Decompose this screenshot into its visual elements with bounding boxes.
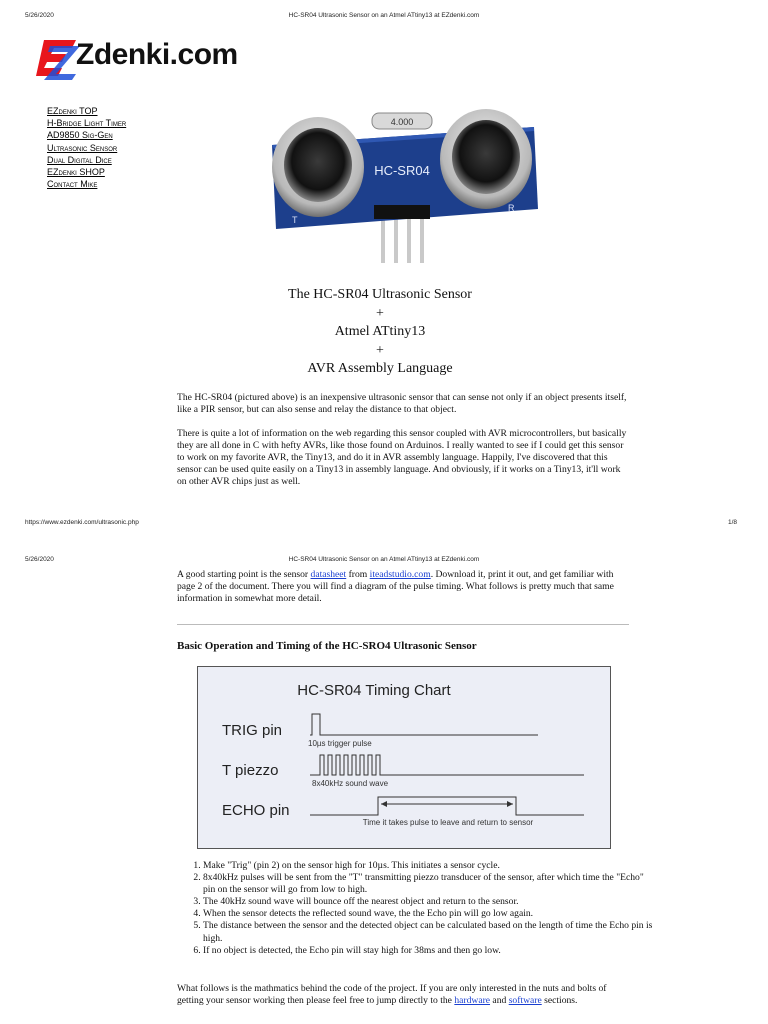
pdf-header-title: HC-SR04 Ultrasonic Sensor on an Atmel ATtiny13 at EZdenki.com (288, 12, 480, 19)
module-label: HC-SR04 (374, 163, 430, 178)
nav-link-dice[interactable]: Dual Digital Dice (47, 154, 112, 165)
pdf-header-date-2: 5/26/2020 (25, 556, 54, 563)
pin-label-t: T (292, 215, 298, 225)
step-item: 2. 8x40kHz pulses will be sent from the "T" transmitting piezzo transducer of the sensor, after which time the "Echo" pin on the sensor will go from low to high. (203, 872, 655, 896)
software-link[interactable]: software (508, 995, 542, 1007)
trig-waveform (310, 714, 538, 735)
nav-link-h-bridge[interactable]: H-Bridge Light Timer (47, 118, 127, 129)
logo-text: Zdenki.com (76, 38, 238, 71)
pin-label-r: R (508, 203, 515, 213)
echo-pin-label: ECHO pin (222, 802, 290, 819)
hardware-link[interactable]: hardware (454, 995, 491, 1007)
title-line-3: AVR Assembly Language (307, 361, 453, 376)
datasheet-link[interactable]: datasheet (310, 569, 347, 580)
pdf-header-date: 5/26/2020 (25, 12, 54, 19)
datasheet-paragraph: A good starting point is the sensor datasheet from iteadstudio.com. Download it, print it out, and get familiar with page 2 of the document. There you will find a diagram of the pulse timing. What follows is pretty much that same information in somewhat more detail. (177, 569, 614, 605)
section-divider (177, 624, 629, 625)
step-item: 4. When the sensor detects the reflected sound wave, the the Echo pin will go low again. (203, 908, 655, 920)
title-line-1: The HC-SR04 Ultrasonic Sensor (288, 287, 472, 302)
section-heading: Basic Operation and Timing of the HC-SRO4 Ultrasonic Sensor (177, 640, 477, 652)
step-item: 5. The distance between the sensor and the detected object can be calculated based on the length of time the Echo pin is high. (203, 920, 655, 944)
pdf-footer-page: 1/8 (728, 519, 738, 526)
intro-paragraph-1: The HC-SR04 (pictured above) is an inexpensive ultrasonic sensor that can sense not only if an object presents itself, like a PIR sensor, but can also sense and relay the distance to that object. (177, 392, 627, 416)
nav-link-ad9850[interactable]: AD9850 Sig-Gen (47, 130, 113, 141)
iteadstudio-link[interactable]: iteadstudio.com (369, 569, 431, 580)
step-item: 3. The 40kHz sound wave will bounce off the nearest object and return to the sensor. (203, 896, 655, 908)
title-plus-1: + (376, 305, 384, 321)
echo-note: Time it takes pulse to leave and return to sensor (362, 818, 534, 827)
nav-link-top[interactable]: EZdenki TOP (47, 106, 98, 116)
timing-chart-title: HC-SR04 Timing Chart (297, 682, 451, 699)
step-item: 1. Make "Trig" (pin 2) on the sensor high for 10µs. This initiates a sensor cycle. (203, 860, 655, 872)
nav-link-shop[interactable]: EZdenki SHOP (47, 167, 105, 178)
operation-steps (177, 860, 655, 957)
math-intro-paragraph: What follows is the mathmatics behind the code of the project. If you are only interested in the nuts and bolts of getting your sensor working then please feel free to jump directly to the hardware and software sections. (177, 983, 607, 1007)
ezdenki-logo[interactable] (36, 36, 256, 80)
piezzo-waveform (310, 755, 584, 775)
pdf-header-title-2: HC-SR04 Ultrasonic Sensor on an Atmel ATtiny13 at EZdenki.com (288, 556, 480, 563)
echo-waveform (310, 797, 584, 815)
trig-pin-label: TRIG pin (222, 722, 283, 739)
crystal-label: 4.000 (390, 117, 414, 127)
timing-chart (197, 666, 611, 849)
piezo-note: 8x40kHz sound wave (312, 779, 389, 788)
nav-link-contact[interactable]: Contact Mike (47, 179, 98, 190)
pdf-footer-url: https://www.ezdenki.com/ultrasonic.php (25, 519, 139, 526)
trig-note: 10µs trigger pulse (308, 739, 372, 748)
title-plus-2: + (376, 342, 384, 358)
hc-sr04-photo (264, 97, 542, 269)
site-nav (47, 105, 126, 190)
article-title (180, 286, 580, 379)
nav-link-ultrasonic[interactable]: Ultrasonic Sensor (47, 142, 118, 153)
intro-paragraph-2: There is quite a lot of information on the web regarding this sensor coupled with AVR microcontrollers, but basically they are all done in C with hefty AVRs, like those found on Arduinos. I really wanted to see if I could get this sensor to work on my favorite AVR, the Tiny13, and do it in AVR assembly language. Happily, I've discovered that this sensor can be used quite easily on a Tiny13 in assembly language. And obviously, if it works on a Tiny13, it'll work on other AVR chips just as well. (177, 428, 627, 488)
t-piezzo-label: T piezzo (222, 762, 279, 779)
title-line-2: Atmel ATtiny13 (334, 324, 426, 339)
step-item: 6. If no object is detected, the Echo pin will stay high for 38ms and then go low. (203, 945, 655, 957)
